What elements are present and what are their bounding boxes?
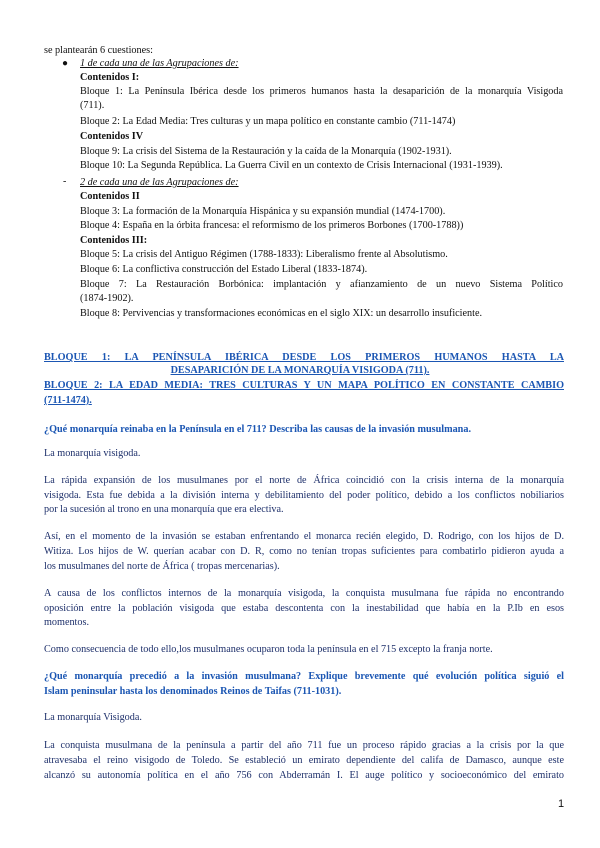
q1-paragraph-2-line: Así, en el momento de la invasión se estaban enfrentando el monarca recién elegido, D. Rodrigo, con los hijos de D.	[44, 531, 564, 542]
q1-paragraph-1-line: visigoda. Esta fue debida a la división interna y debilitamiento del poder político, debido a los conflictos nobiliarios	[44, 490, 564, 501]
question-1: ¿Qué monarquía reinaba en la Península en el 711? Describa las causas de la invasión musulmana.	[44, 424, 471, 435]
bloque7-line: Bloque 7: La Restauración Borbónica: implantación y afianzamiento de un nuevo Sistema Político	[80, 279, 563, 290]
page-number: 1	[558, 798, 565, 810]
bloque9-line: Bloque 9: La crisis del Sistema de la Restauración y la caída de la Monarquía (1902-1931).	[80, 146, 452, 157]
contenidos-ii-label: Contenidos II	[80, 191, 140, 202]
bloque2-title-2: (711-1474).	[44, 395, 92, 406]
bloque8-line: Bloque 8: Pervivencias y transformaciones económicas en el siglo XIX: un desarrollo insuficiente.	[80, 308, 483, 319]
q1-paragraph-3-line: A causa de los conflictos internos de la monarquía visigoda, la conquista musulmana fue rápida no encontrando	[44, 588, 564, 599]
answer-1: La monarquía visigoda.	[44, 448, 141, 459]
q1-paragraph-4: Como consecuencia de todo ello,los musulmanes ocuparon toda la península en el 715 excepto la franja norte.	[44, 644, 493, 655]
contenidos-i-label: Contenidos I:	[80, 72, 140, 83]
q1-paragraph-2-line: los musulmanes del norte de África ( tropas mercenarias).	[44, 561, 280, 572]
bloque6-line: Bloque 6: La conflictiva construcción del Estado Liberal (1833-1874).	[80, 264, 368, 275]
bloque5-line: Bloque 5: La crisis del Antiguo Régimen (1788-1833): Liberalismo frente al Absolutismo.	[80, 249, 448, 260]
q2-paragraph-1-line: atravesaba el reino visigodo de Toledo. Se estableció un emirato dependiente del califa de Damasco, aunque este	[44, 755, 564, 766]
bloque4-line: Bloque 4: España en la órbita francesa: el reformismo de los primeros Borbones (1700-1788))	[80, 220, 464, 231]
bullet-icon: ●	[62, 58, 69, 69]
bloque2-line: Bloque 2: La Edad Media: Tres culturas y un mapa político en constante cambio (711-1474)	[80, 116, 456, 127]
contenidos-iv-label: Contenidos IV	[80, 131, 144, 142]
bloque7-line-2: (1874-1902).	[80, 293, 134, 304]
question-2-line-2: Islam peninsular hasta los denominados Reinos de Taifas (711-1031).	[44, 686, 342, 697]
group1-heading: 1 de cada una de las Agrupaciones de:	[80, 58, 239, 69]
q1-paragraph-2-line: Witiza. Los hijos de W. querían acabar con D. R, como no tenían tropas suficientes para combatirlo pidieron ayuda a	[44, 546, 564, 557]
bloque3-line: Bloque 3: La formación de la Monarquía Hispánica y su expansión mundial (1474-1700).	[80, 206, 446, 217]
q2-paragraph-1-line: alcanzó su autonomía política en el año 756 con Abderramán I. El auge político y socioeconómico del emirato	[44, 770, 564, 781]
q1-paragraph-3-line: momentos.	[44, 617, 89, 628]
bloque10-line: Bloque 10: La Segunda República. La Guerra Civil en un contexto de Crisis Internacional (1931-1939).	[80, 160, 503, 171]
bloque1-line: Bloque 1: La Península Ibérica desde los primeros humanos hasta la desaparición de la monarquía Visigoda	[80, 86, 563, 97]
q1-paragraph-3-line: oposición entre la población visigoda que estaba descontenta con la inestabilidad que había en la P.Ib en esos	[44, 603, 564, 614]
bloque1-title: BLOQUE 1: LA PENÍNSULA IBÉRICA DESDE LOS PRIMEROS HUMANOS HASTA LA	[44, 352, 564, 363]
question-2: ¿Qué monarquía precedió a la invasión musulmana? Explique brevemente qué evolución política siguió el	[44, 671, 564, 682]
q1-paragraph-1-line: por la sucesión al trono en una monarquía que era electiva.	[44, 504, 284, 515]
answer-2: La monarquía Visigoda.	[44, 712, 142, 723]
bloque2-title: BLOQUE 2: LA EDAD MEDIA: TRES CULTURAS Y UN MAPA POLÍTICO EN CONSTANTE CAMBIO	[44, 380, 564, 391]
bloque1-line-2: (711).	[80, 100, 105, 111]
dash-icon: -	[63, 176, 67, 187]
contenidos-iii-label: Contenidos III:	[80, 235, 148, 246]
q1-paragraph-1-line: La rápida expansión de los musulmanes por el norte de África coincidió con la crisis interna de la monarquía	[44, 475, 564, 486]
intro-text: se plantearán 6 cuestiones:	[44, 45, 153, 56]
bloque1-title-2: DESAPARICIÓN DE LA MONARQUÍA VISIGODA (711).	[170, 365, 430, 376]
group2-heading: 2 de cada una de las Agrupaciones de:	[80, 177, 239, 188]
q2-paragraph-1-line: La conquista musulmana de la península a partir del año 711 fue un proceso rápido gracias a la crisis por la que	[44, 740, 564, 751]
